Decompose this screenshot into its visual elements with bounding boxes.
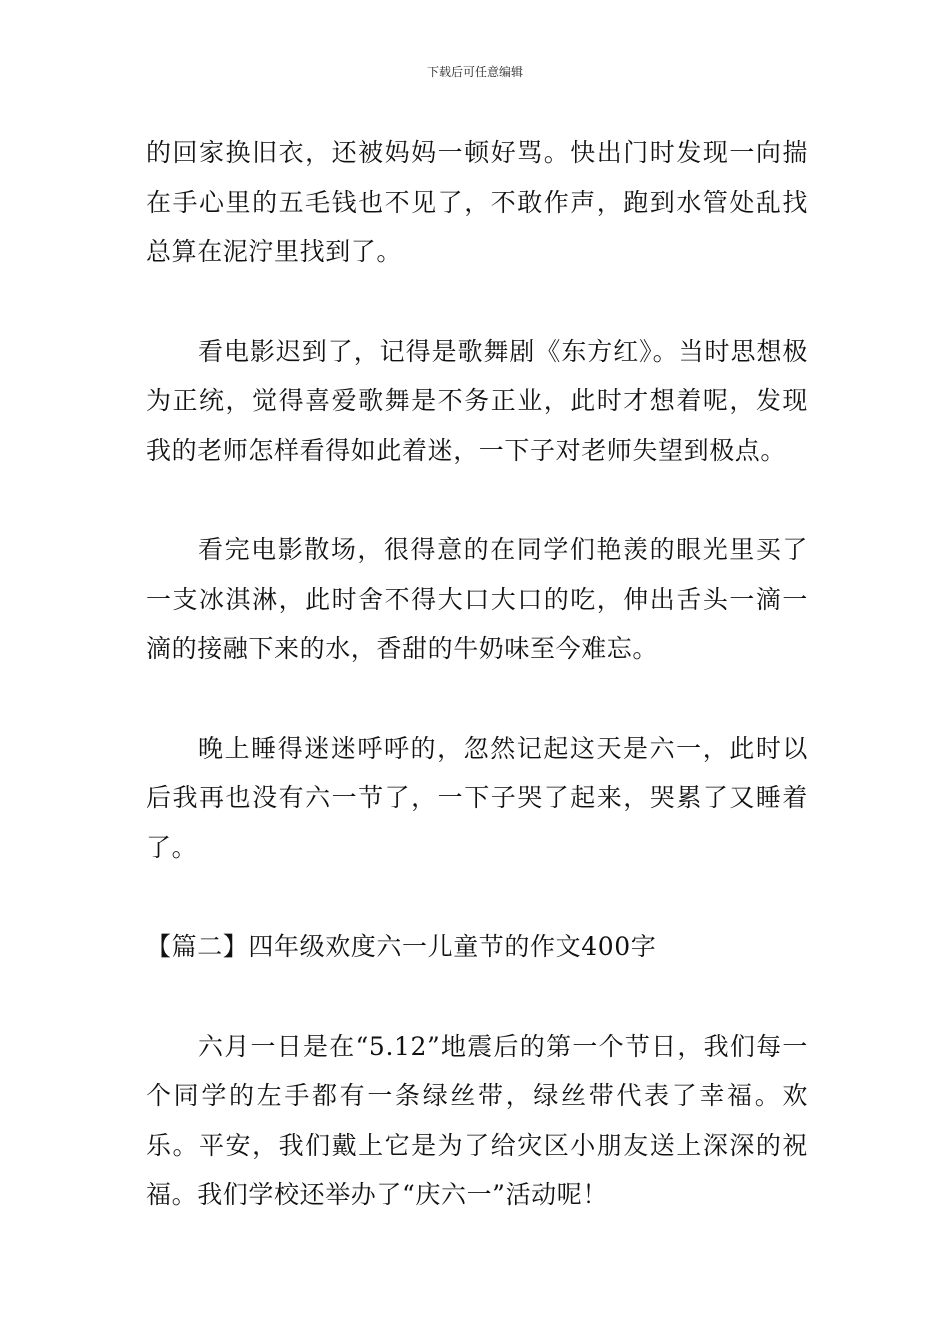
section-title: 【篇二】四年级欢度六一儿童节的作文400字 [146,932,657,961]
paragraph-movie-late: 看电影迟到了，记得是歌舞剧《东方红》。当时思想极为正统，觉得喜爱歌舞是不务正业，此时才想着呢，发现我的老师怎样看得如此着迷，一下子对老师失望到极点。 [146,336,808,465]
paragraph-continuation: 的回家换旧衣，还被妈妈一顿好骂。快出门时发现一向揣在手心里的五毛钱也不见了，不敢作声，跑到水管处乱找总算在泥泞里找到了。 [146,138,808,266]
paragraph-june-first: 六月一日是在“5.12”地震后的第一个节日，我们每一个同学的左手都有一条绿丝带，绿丝带代表了幸福。欢乐。平安，我们戴上它是为了给灾区小朋友送上深深的祝福。我们学校还举办了“庆六一”活动呢！ [146,1031,808,1209]
page-header-note: 下载后可任意编辑 [426,65,523,79]
paragraph-night: 晚上睡得迷迷呼呼的，忽然记起这天是六一，此时以后我再也没有六一节了，一下子哭了起来，哭累了又睡着了。 [146,733,808,862]
paragraph-ice-cream: 看完电影散场，很得意的在同学们艳羡的眼光里买了一支冰淇淋，此时舍不得大口大口的吃，伸出舌头一滴一滴的接融下来的水，香甜的牛奶味至今难忘。 [146,535,808,663]
document-body [146,128,808,1220]
